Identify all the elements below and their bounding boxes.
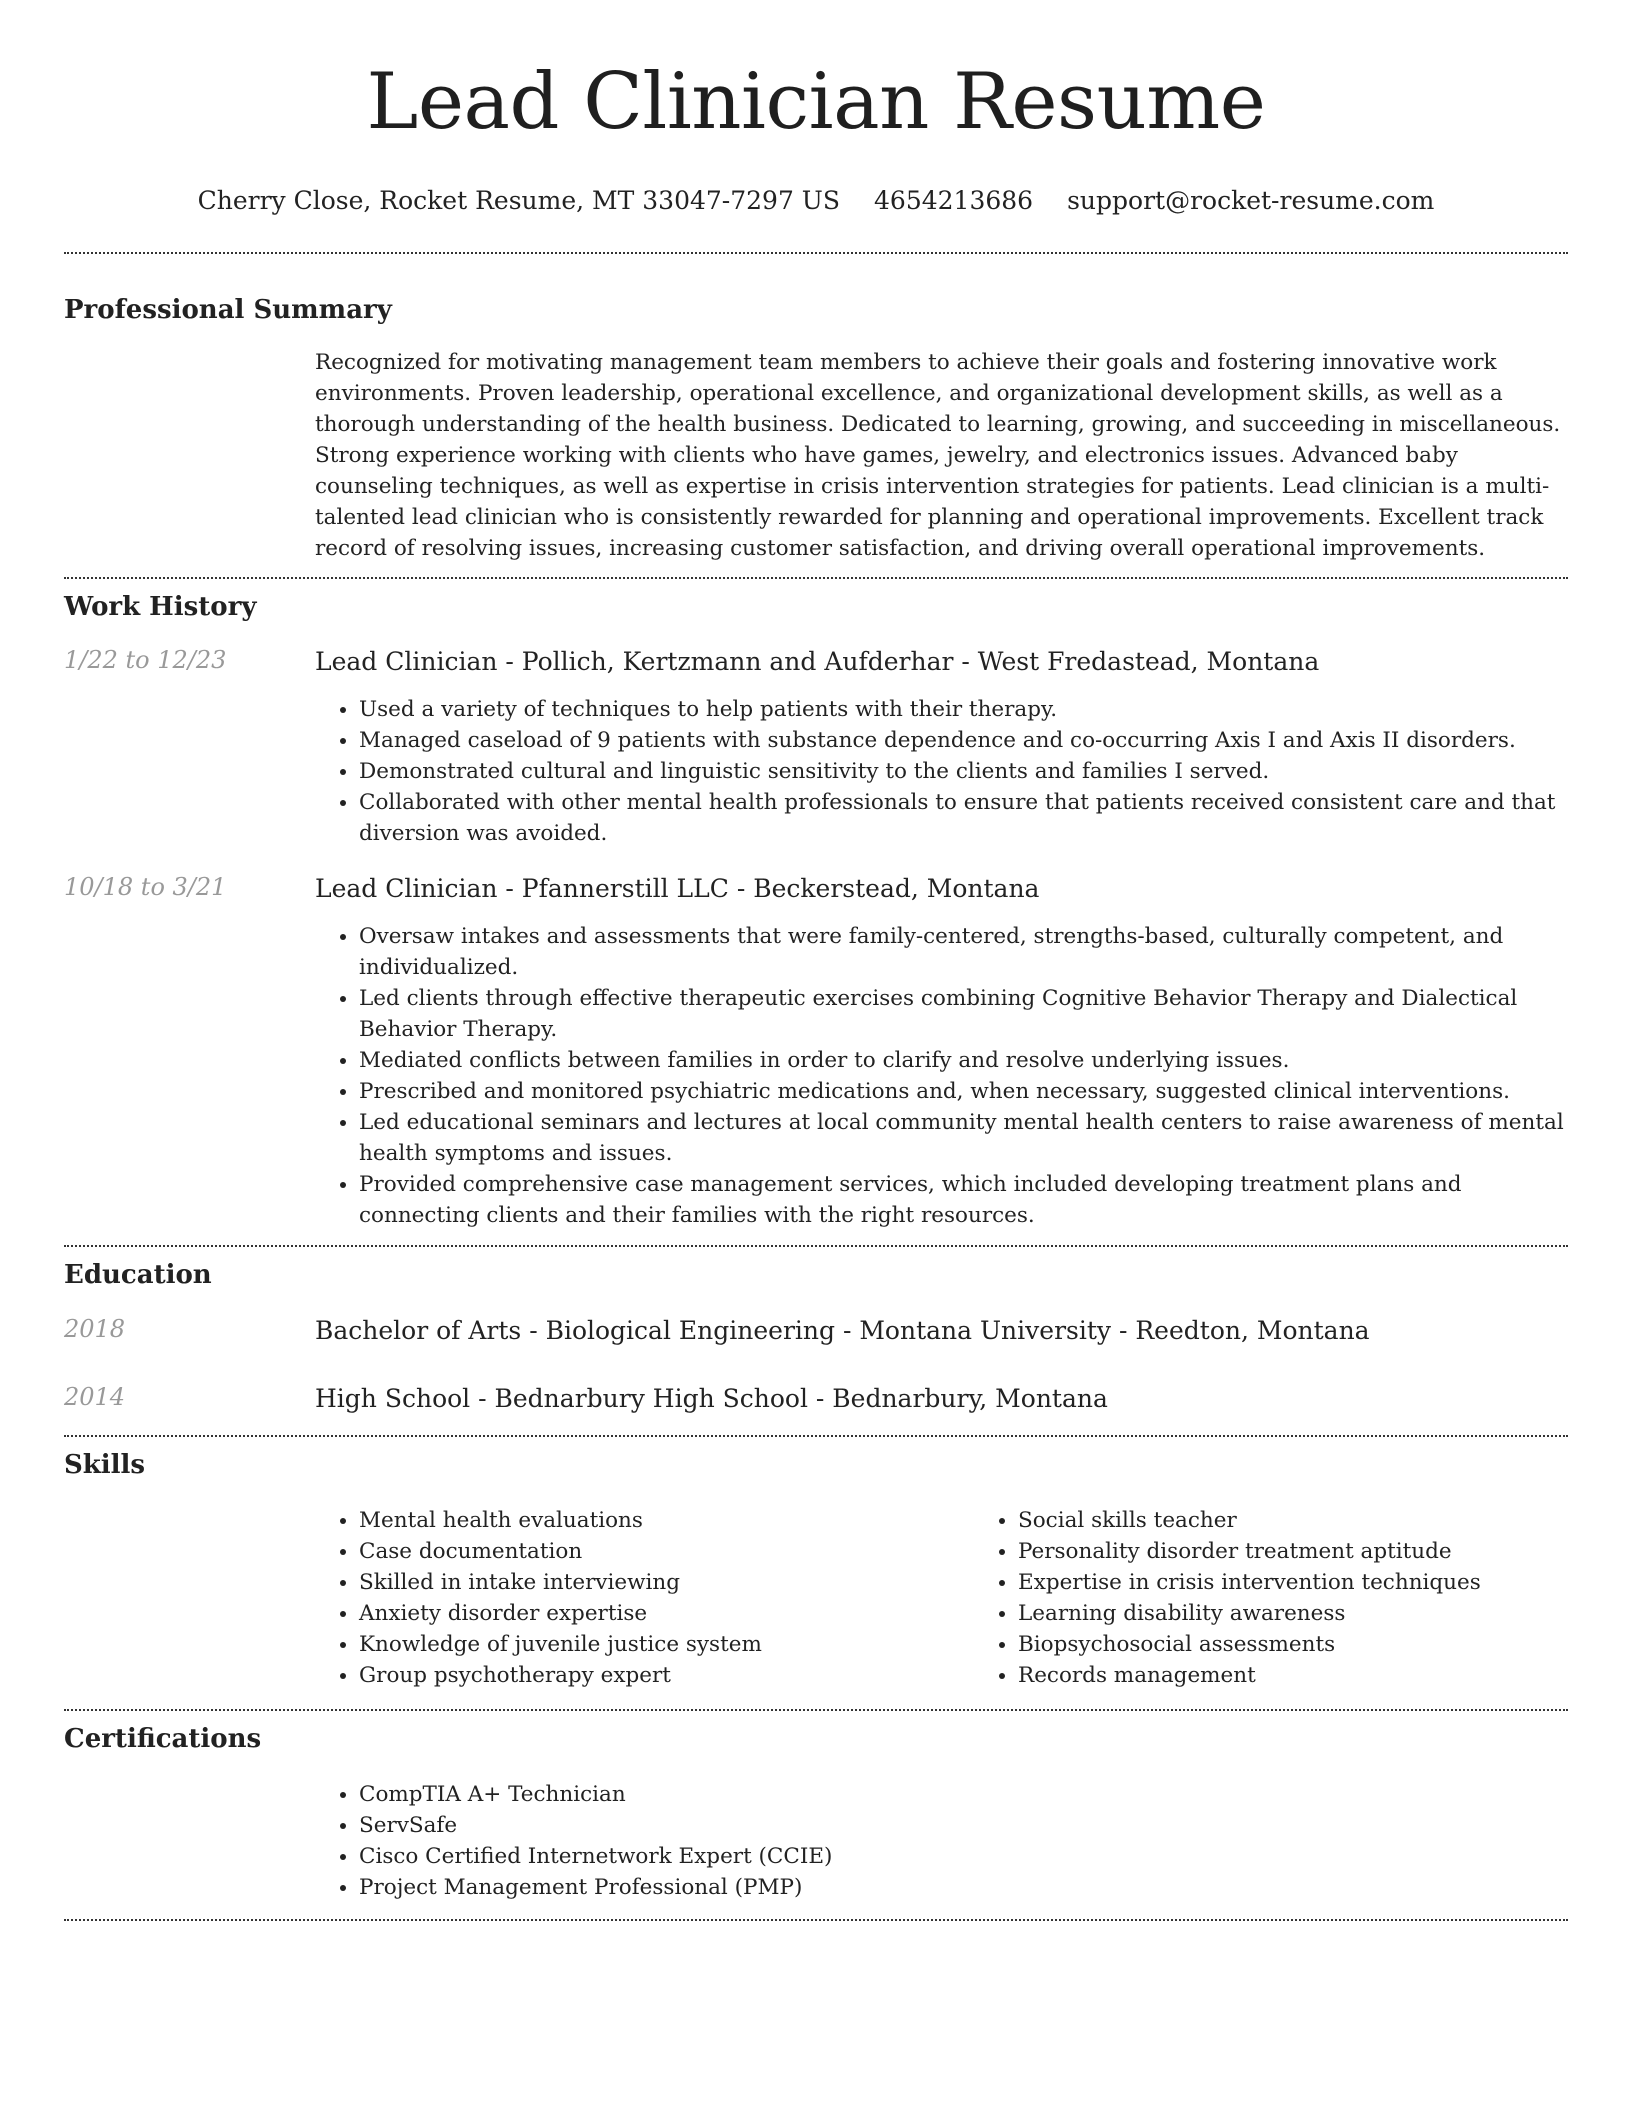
education-text: Bachelor of Arts - Biological Engineering - Montana University - Reedton, Montana [315, 1316, 1370, 1345]
list-item: • Knowledge of juvenile justice system [359, 1629, 974, 1660]
skills-list-right [974, 1505, 1632, 1691]
list-item: • Anxiety disorder expertise [359, 1598, 974, 1629]
job-entry [64, 873, 1568, 1231]
list-item: • Case documentation [359, 1536, 974, 1567]
list-item: • Biopsychosocial assessments [1018, 1629, 1632, 1660]
education-entry [64, 1315, 1568, 1347]
list-item: • Used a variety of techniques to help patients with their therapy. [359, 694, 1568, 725]
list-item: • Personality disorder treatment aptitude [1018, 1536, 1632, 1567]
certifications-section [64, 1723, 1568, 1903]
skills-section [64, 1449, 1568, 1691]
list-item: • Prescribed and monitored psychiatric medications and, when necessary, suggested clinical interventions. [359, 1076, 1568, 1107]
divider [64, 252, 1568, 254]
divider [64, 1435, 1568, 1437]
resume-title: Lead Clinician Resume [366, 57, 1266, 147]
contact-email: support@rocket-resume.com [1067, 186, 1435, 215]
section-title-skills: Skills [64, 1450, 146, 1480]
summary-text: Recognized for motivating management team members to achieve their goals and fostering innovative work environments. Proven leadership, operational excellence, and organizational development skills, as well as a thorough understanding of the health business. Dedicated to learning, growing, and succeeding in miscellaneous. Strong experience working with clients who have games, jewelry, and electronics issues. Advanced baby counseling techniques, as well as expertise in crisis intervention strategies for patients. Lead clinician is a multi-talented lead clinician who is consistently rewarded for planning and operational improvements. Excellent track record of resolving issues, increasing customer satisfaction, and driving overall operational improvements. [315, 350, 1561, 561]
divider [64, 1709, 1568, 1711]
section-title-summary: Professional Summary [64, 295, 392, 325]
skills-list-left [315, 1505, 974, 1691]
contact-line [0, 186, 1632, 215]
section-title-education: Education [64, 1260, 212, 1290]
contact-phone: 4654213686 [874, 186, 1034, 215]
section-title-work: Work History [64, 592, 257, 622]
list-item: • Skilled in intake interviewing [359, 1567, 974, 1598]
job-bullets [315, 921, 1568, 1231]
list-item: • Records management [1018, 1660, 1632, 1691]
job-bullets [315, 694, 1568, 849]
list-item: • ServSafe [359, 1810, 832, 1841]
list-item: • Demonstrated cultural and linguistic sensitivity to the clients and families I served. [359, 756, 1568, 787]
job-entry [64, 646, 1568, 849]
resume-header [0, 0, 1632, 215]
list-item: • Expertise in crisis intervention techniques [1018, 1567, 1632, 1598]
list-item: • Oversaw intakes and assessments that were family-centered, strengths-based, culturally competent, and individualized. [359, 921, 1568, 983]
job-heading: Lead Clinician - Pollich, Kertzmann and Aufderhar - West Fredastead, Montana [315, 647, 1320, 676]
job-dates: 10/18 to 3/21 [64, 873, 227, 901]
list-item: • Social skills teacher [1018, 1505, 1632, 1536]
summary-section [64, 294, 1568, 564]
job-heading: Lead Clinician - Pfannerstill LLC - Beckerstead, Montana [315, 874, 1040, 903]
list-item: • Collaborated with other mental health professionals to ensure that patients received consistent care and that diversion was avoided. [359, 787, 1568, 849]
education-year: 2018 [64, 1315, 126, 1343]
list-item: • Led educational seminars and lectures at local community mental health centers to raise awareness of mental health symptoms and issues. [359, 1107, 1568, 1169]
list-item: • Provided comprehensive case management services, which included developing treatment plans and connecting clients and their families with the right resources. [359, 1169, 1568, 1231]
certifications-list [315, 1779, 832, 1903]
list-item: • CompTIA A+ Technician [359, 1779, 832, 1810]
list-item: • Group psychotherapy expert [359, 1660, 974, 1691]
divider [64, 1245, 1568, 1247]
section-title-certifications: Certifications [64, 1724, 262, 1754]
list-item: • Cisco Certified Internetwork Expert (CCIE) [359, 1841, 832, 1872]
list-item: • Managed caseload of 9 patients with substance dependence and co-occurring Axis I and Axis II disorders. [359, 725, 1568, 756]
divider [64, 1919, 1568, 1921]
education-entry [64, 1383, 1568, 1415]
list-item: • Learning disability awareness [1018, 1598, 1632, 1629]
divider [64, 577, 1568, 579]
education-text: High School - Bednarbury High School - Bednarbury, Montana [315, 1384, 1108, 1413]
list-item: • Mental health evaluations [359, 1505, 974, 1536]
contact-address: Cherry Close, Rocket Resume, MT 33047-7297 US [197, 186, 841, 215]
education-section [64, 1259, 1568, 1415]
list-item: • Mediated conflicts between families in order to clarify and resolve underlying issues. [359, 1045, 1568, 1076]
work-section [64, 591, 1568, 1231]
list-item: • Led clients through effective therapeutic exercises combining Cognitive Behavior Therapy and Dialectical Behavior Therapy. [359, 983, 1568, 1045]
list-item: • Project Management Professional (PMP) [359, 1872, 832, 1903]
education-year: 2014 [64, 1383, 126, 1411]
job-dates: 1/22 to 12/23 [64, 646, 227, 674]
